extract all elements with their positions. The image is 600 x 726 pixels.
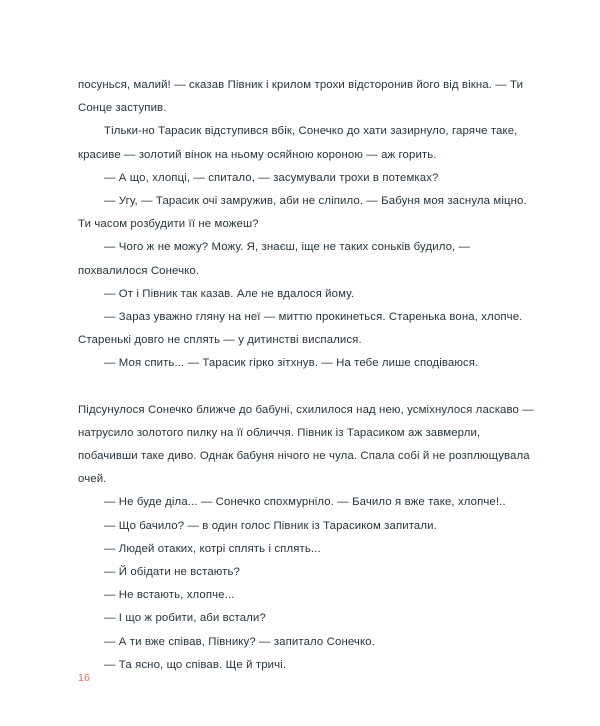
paragraph: — Чого ж не можу? Можу. Я, знаєш, іще не таких соньків будило, — похвалилося Сонечко. — [78, 241, 471, 277]
page-text-body — [78, 74, 538, 677]
paragraph: — Та ясно, що співав. Ще й тричі. — [104, 658, 287, 671]
page-number: 16 — [78, 672, 91, 684]
text-block-1 — [78, 74, 538, 376]
paragraph: — Що бачило? — в один голос Півник із Тарасиком запитали. — [104, 519, 437, 532]
paragraph: — От і Півник так казав. Але не вдалося йому. — [104, 287, 355, 300]
paragraph: посунься, малий! — сказав Півник і крилом трохи відсторонив його від вікна. — Ти Сонце заступив. — [78, 79, 524, 115]
paragraph: Підсунулося Сонечко ближче до бабуні, схилилося над нею, усміхнулося ласкаво — натрусило золотого пилку на її обличчя. Півник із Тарасиком аж завмерли, побачивши таке диво. Однак бабуня нічого не чула. Спала собі й не розплющувала очей. — [78, 403, 534, 486]
paragraph: — Не буде діла... — Сонечко спохмурніло. — Бачило я вже таке, хлопче!.. — [104, 496, 506, 509]
paragraph: — Й обідати не встають? — [104, 566, 241, 579]
paragraph: — Людей отаких, котрі сплять і сплять... — [104, 542, 321, 555]
paragraph: — А що, хлопці, — спитало, — засумували трохи в потемках? — [104, 171, 439, 184]
paragraph-spacer — [78, 376, 538, 399]
paragraph: — Зараз уважно гляну на неї — миттю прокинеться. Старенька вона, хлопче. Старенькі довго не сплять — у дитинстві виспалися. — [78, 311, 523, 347]
paragraph: — А ти вже співав, Півнику? — запитало Сонечко. — [104, 635, 375, 648]
paragraph: Тільки-но Тарасик відступився вбік, Сонечко до хати зазирнуло, гаряче таке, красиве — золотий вінок на ньому осяйною короною — аж горить. — [78, 125, 518, 161]
paragraph: — І що ж робити, аби встали? — [104, 612, 266, 625]
paragraph: — Не встають, хлопче... — [104, 589, 235, 602]
text-block-2 — [78, 399, 538, 677]
paragraph: — Угу, — Тарасик очі замружив, аби не сліпило. — Бабуня моя заснула міцно. Ти часом розбудити її не можеш? — [78, 195, 527, 231]
paragraph: — Моя спить... — Тарасик гірко зітхнув. — На тебе лише сподіваюся. — [104, 357, 479, 370]
